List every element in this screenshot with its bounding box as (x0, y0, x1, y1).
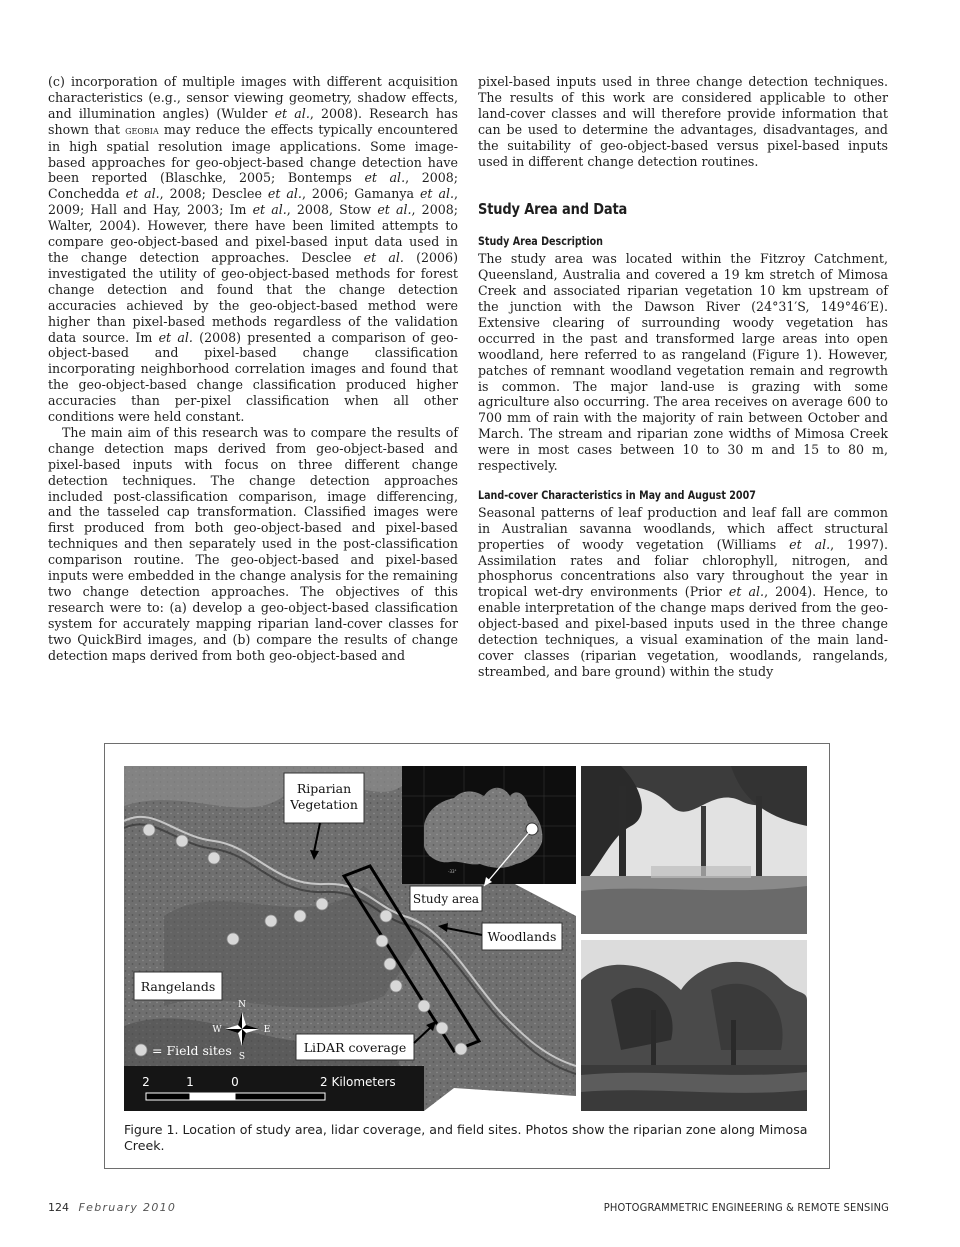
left-paragraph-2: The main aim of this research was to compare the results of change detection maps derived from geo-object-based and pixel-based inputs with focus on three different change detection techniques. The change detection approaches included post-classification comparison, image differencing, and the tasseled cap transformation. Classified images were first produced from both geo-object-based and pixel-based techniques and then separately used in the post-classification comparison routine. The geo-object-based and pixel-based inputs were embedded in the change analysis for the remaining two change detection approaches. The objectives of this research were to: (a) develop a geo-object-based classification system for accurately mapping riparian land-cover classes for two QuickBird images, and (b) compare the results of change detection maps derived from both geo-object-based and (48, 424, 458, 663)
field-site-marker (227, 933, 239, 945)
field-site-marker (390, 980, 402, 992)
field-site-marker (455, 1043, 467, 1055)
subsection-heading-study-area: Study Area Description (478, 234, 603, 249)
field-site-marker (265, 915, 277, 927)
figure-caption: Figure 1. Location of study area, lidar coverage, and field sites. Photos show the riparian zone along Mimosa Creek. (124, 1122, 808, 1153)
svg-text:Riparian: Riparian (296, 781, 352, 796)
svg-text:= Field sites: = Field sites (152, 1043, 232, 1058)
field-site-marker (436, 1022, 448, 1034)
field-site-marker (143, 824, 155, 836)
svg-text:N: N (238, 1000, 246, 1010)
field-site-marker (418, 1000, 430, 1012)
field-site-marker (176, 835, 188, 847)
field-site-marker (208, 852, 220, 864)
journal-name: PHOTOGRAMMETRIC ENGINEERING & REMOTE SENSING (603, 1201, 889, 1214)
svg-text:E: E (263, 1025, 271, 1035)
section-heading: Study Area and Data (478, 200, 628, 219)
page-number: 124 (48, 1201, 69, 1214)
australia-inset-map (402, 766, 576, 886)
inset-latitude-label: -33° (448, 869, 457, 874)
svg-text:1: 1 (186, 1075, 194, 1089)
label-rangelands (134, 972, 222, 1000)
land-cover-paragraph: Seasonal patterns of leaf production and leaf fall are common in Australian savanna woodlands, which affect structural properties of woody vegetation (Williams et al., 1997). Assimilation rates and foliar chlorophyll, nitrogen, and phosphorus concentrations also vary throughout the year in tropical wet-dry environments (Prior et al., 2004). Hence, to enable interpretation of the change maps derived from the geo-object-based and pixel-based inputs used in the three change detection techniques, a visual examination of the main land-cover classes (riparian vegetation, woodlands, rangelands, streambed, and bare ground) within the study (478, 504, 888, 679)
study-area-paragraph: The study area was located within the Fitzroy Catchment, Queensland, Australia and covered a 19 km stretch of Mimosa Creek and associated riparian vegetation 10 km upstream of the junction with the Dawson River (24°31′S, 149°46′E). Extensive clearing of surrounding woody vegetation has occurred in the past and transformed large areas into open woodland, here referred to as rangeland (Figure 1). However, patches of remnant woodland vegetation remain and regrowth is common. The major land-use is grazing with some agriculture also occurring. The area receives on average 600 to 700 mm of rain with the majority of rain between October and March. The stream and riparian zone widths of Mimosa Creek were in most cases between 10 to 30 m and 15 to 80 m, respectively. (478, 251, 888, 474)
label-study-area (410, 886, 482, 911)
field-site-marker (380, 910, 392, 922)
right-column (478, 74, 888, 680)
field-site-marker (294, 910, 306, 922)
svg-text:2: 2 (142, 1075, 150, 1089)
study-area-map (124, 766, 576, 1111)
right-paragraph-1: pixel-based inputs used in three change detection techniques. The results of this work are considered applicable to other land-cover classes and will therefore provide information that can be used to determine the advantages, disadvantages, and the suitability of geo-object-based versus pixel-based inputs used in different change detection routines. (478, 74, 888, 169)
field-site-marker (316, 898, 328, 910)
svg-text:0: 0 (231, 1075, 239, 1089)
field-site-marker (376, 935, 388, 947)
riparian-zone-photo-2 (581, 940, 807, 1111)
svg-text:2 Kilometers: 2 Kilometers (320, 1075, 396, 1089)
svg-text:W: W (212, 1025, 222, 1035)
footer-left (48, 1201, 176, 1214)
svg-text:LiDAR coverage: LiDAR coverage (303, 1040, 407, 1055)
left-paragraph-1: (c) incorporation of multiple images with different acquisition characteristics (e.g., sensor viewing geometry, shadow effects, and illumination angles) (Wulder et al., 2008). Research has shown that geobia may reduce the effects typically encountered in high spatial resolution image applications. Some image-based approaches for geo-object-based change detection have been reported (Blaschke, 2005; Bontemps et al., 2008; Conchedda et al., 2008; Desclee et al., 2006; Gamanya et al., 2009; Hall and Hay, 2003; Im et al., 2008, Stow et al., 2008; Walter, 2004). However, there have been limited attempts to compare geo-object-based and pixel-based input data used in the change detection approaches. Desclee et al. (2006) investigated the utility of geo-object-based methods for forest change detection and found that the change detection accuracies achieved by the geo-object-based method were higher than pixel-based methods regardless of the validation data source. Im et al. (2008) presented a comparison of geo-object-based and pixel-based change classification incorporating neighborhood correlation images and found that the geo-object-based change classification produced higher accuracies than per-pixel classification when all other conditions were held constant. (48, 74, 459, 425)
svg-text:Vegetation: Vegetation (290, 797, 358, 812)
riparian-zone-photo-1 (581, 766, 807, 934)
svg-text:Study area: Study area (412, 892, 480, 906)
left-column (48, 74, 458, 664)
subsection-heading-land-cover: Land-cover Characteristics in May and August 2007 (478, 487, 756, 502)
svg-text:S: S (238, 1052, 246, 1062)
field-site-marker (384, 958, 396, 970)
issue-date: February 2010 (78, 1201, 177, 1214)
svg-text:Rangelands: Rangelands (140, 979, 216, 994)
svg-text:Woodlands: Woodlands (487, 929, 557, 944)
